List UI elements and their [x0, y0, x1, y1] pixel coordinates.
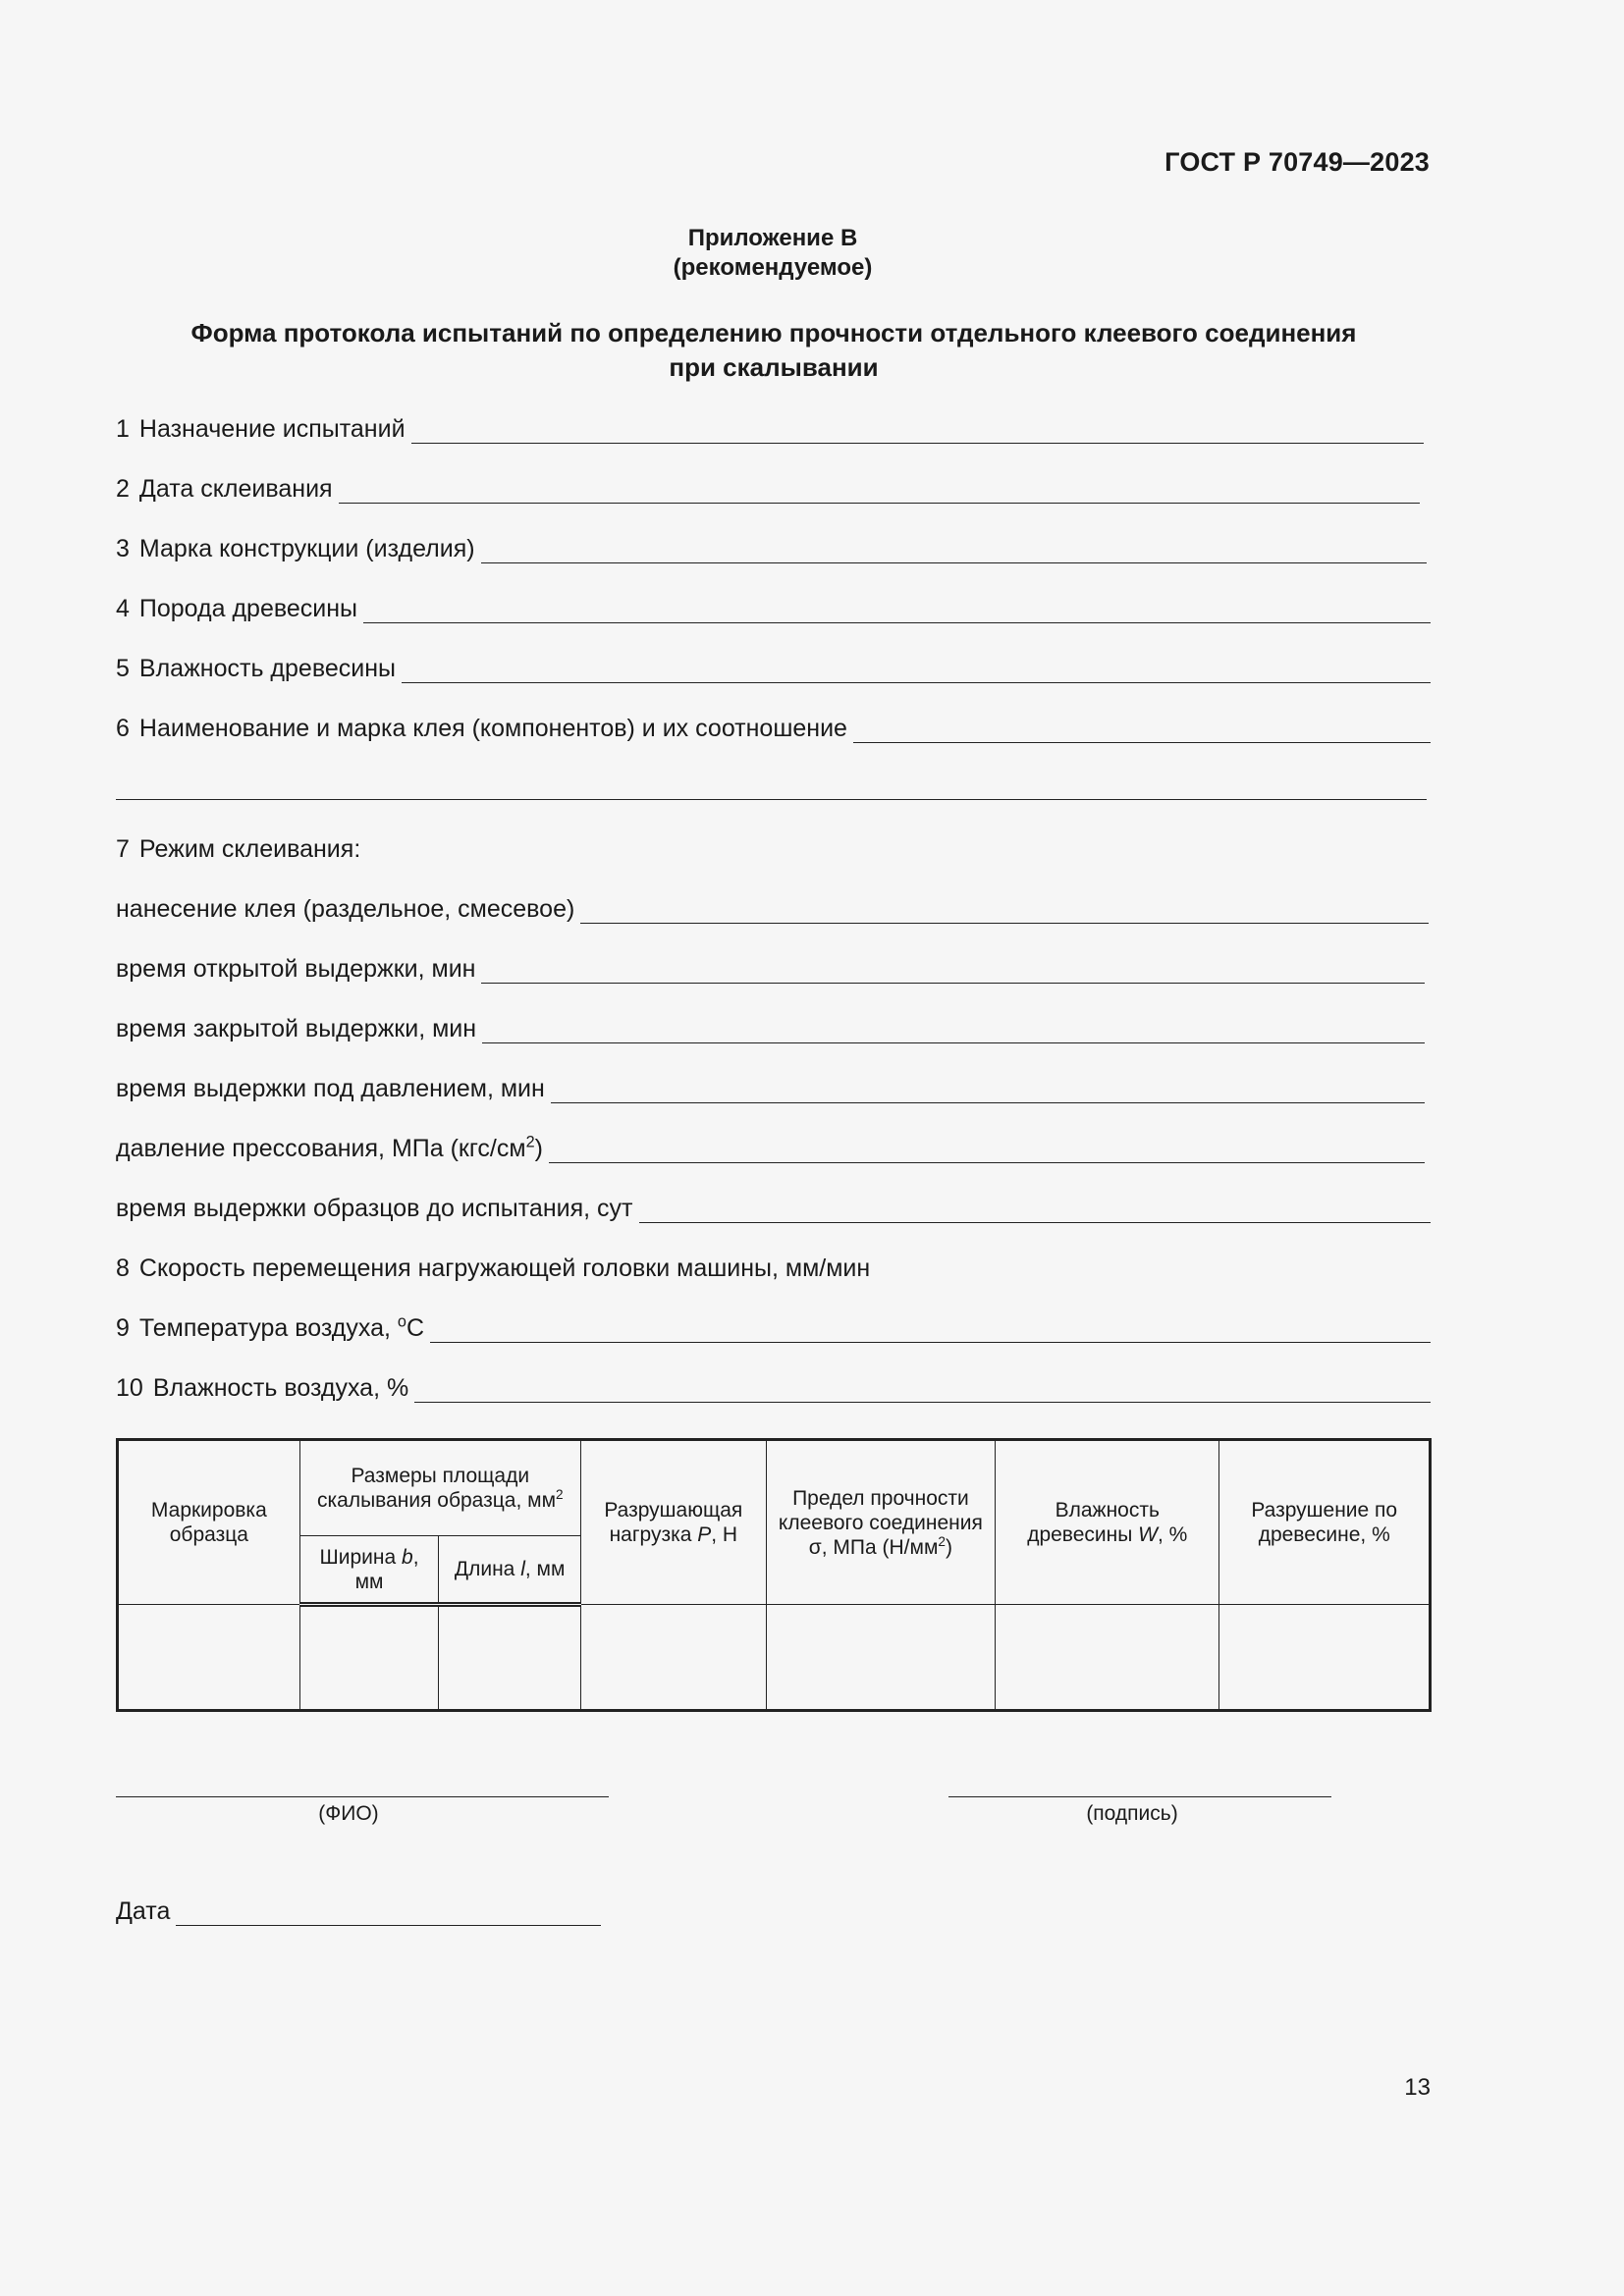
results-table	[116, 1438, 1432, 1712]
standard-id: ГОСТ Р 70749—2023	[1164, 147, 1430, 177]
cell-marking[interactable]	[118, 1605, 300, 1711]
header-load: Разрушающая нагрузка P, Н	[580, 1440, 766, 1605]
item-4-row	[116, 590, 1431, 623]
item-1-field[interactable]	[411, 413, 1424, 444]
cell-length[interactable]	[439, 1605, 581, 1711]
item-4-field[interactable]	[363, 593, 1431, 623]
sub-3-field[interactable]	[482, 1013, 1425, 1043]
item-6-continuation-field[interactable]	[116, 770, 1427, 800]
item-9-number: 9	[116, 1314, 130, 1342]
header-strength: Предел прочности клеевого соединения σ, МПа $(Н/мм^2)$	[766, 1440, 995, 1605]
header-failure: Разрушение по древесине, %	[1219, 1440, 1431, 1605]
cell-failure[interactable]	[1219, 1605, 1431, 1711]
cell-moisture[interactable]	[996, 1605, 1219, 1711]
form-title	[116, 316, 1432, 385]
name-signature-line[interactable]	[116, 1767, 609, 1797]
item-6-row	[116, 710, 1431, 743]
form-title-line2: при скалывании	[669, 352, 879, 382]
header-length: Длина l, мм	[439, 1536, 581, 1605]
sub-1-label: нанесение клея (раздельное, смесевое)	[116, 895, 575, 923]
item-2-row	[116, 470, 1420, 504]
item-10-field[interactable]	[414, 1372, 1431, 1403]
signature-caption: (подпись)	[1086, 1802, 1178, 1825]
item-5-field[interactable]	[402, 653, 1431, 683]
item-9-row	[116, 1309, 1431, 1343]
item-8-label: Скорость перемещения нагружающей головки машины, мм/мин	[138, 1255, 871, 1282]
item-5-row	[116, 650, 1431, 683]
date-label: Дата	[116, 1897, 171, 1925]
header-marking: Маркировка образца	[118, 1440, 300, 1605]
sub-6-label: время выдержки образцов до испытания, сут	[116, 1195, 633, 1222]
item-9-field[interactable]	[430, 1312, 1431, 1343]
cell-width[interactable]	[299, 1605, 439, 1711]
item-4-number: 4	[116, 595, 130, 622]
item-5-label: Влажность древесины	[138, 655, 396, 682]
sub-4-row	[116, 1070, 1425, 1103]
name-caption: (ФИО)	[318, 1802, 379, 1825]
header-moisture: Влажность древесины W, %	[996, 1440, 1219, 1605]
sub-4-label: время выдержки под давлением, мин	[116, 1075, 545, 1102]
cell-load[interactable]	[580, 1605, 766, 1711]
item-1-number: 1	[116, 415, 130, 443]
page-number: 13	[1404, 2074, 1431, 2101]
sub-3-row	[116, 1010, 1425, 1043]
item-3-label: Марка конструкции (изделия)	[138, 535, 475, 562]
sub-1-field[interactable]	[580, 893, 1429, 924]
item-6-number: 6	[116, 715, 130, 742]
item-10-number: 10	[116, 1374, 143, 1402]
sub-5-label: давление прессования, МПа $(кгс/см^2)$	[116, 1133, 543, 1162]
item-6-label: Наименование и марка клея (компонентов) и их соотношение	[138, 715, 847, 742]
appendix-status: (рекомендуемое)	[673, 254, 873, 281]
item-2-label: Дата склеивания	[138, 475, 333, 503]
item-9-label: Температура воздуха, $^о$С	[138, 1312, 425, 1342]
item-3-number: 3	[116, 535, 130, 562]
date-row	[116, 1893, 601, 1926]
cell-strength[interactable]	[766, 1605, 995, 1711]
date-field[interactable]	[176, 1896, 601, 1926]
sub-5-row	[116, 1130, 1425, 1163]
sub-2-label: время открытой выдержки, мин	[116, 955, 476, 983]
sub-6-field[interactable]	[639, 1193, 1432, 1223]
sub-5-field[interactable]	[549, 1133, 1425, 1163]
header-width: Ширина b, мм	[299, 1536, 439, 1605]
appendix-heading	[0, 224, 1545, 283]
item-3-row	[116, 530, 1427, 563]
item-7-label: Режим склеивания:	[138, 835, 361, 863]
sub-1-row	[116, 890, 1429, 924]
item-7-number: 7	[116, 835, 130, 863]
item-3-field[interactable]	[481, 533, 1427, 563]
item-7-row	[116, 830, 366, 864]
item-10-label: Влажность воздуха, %	[152, 1374, 409, 1402]
sub-4-field[interactable]	[551, 1073, 1425, 1103]
sub-3-label: время закрытой выдержки, мин	[116, 1015, 477, 1042]
item-1-row	[116, 410, 1424, 444]
item-2-number: 2	[116, 475, 130, 503]
item-8-row	[116, 1250, 876, 1283]
sub-2-field[interactable]	[481, 953, 1425, 984]
header-area: Размеры площади скалывания образца, $мм^2$	[299, 1440, 580, 1536]
item-8-number: 8	[116, 1255, 130, 1282]
item-5-number: 5	[116, 655, 130, 682]
form-title-line1: Форма протокола испытаний по определению прочности отдельного клеевого соединения	[190, 318, 1357, 347]
signature-line[interactable]	[948, 1767, 1331, 1797]
item-1-label: Назначение испытаний	[138, 415, 406, 443]
item-4-label: Порода древесины	[138, 595, 358, 622]
item-6-field[interactable]	[853, 713, 1431, 743]
item-10-row	[116, 1369, 1431, 1403]
appendix-title: Приложение В	[687, 225, 858, 251]
item-2-field[interactable]	[339, 473, 1420, 504]
table-row	[118, 1605, 1431, 1711]
sub-2-row	[116, 950, 1425, 984]
sub-6-row	[116, 1190, 1431, 1223]
